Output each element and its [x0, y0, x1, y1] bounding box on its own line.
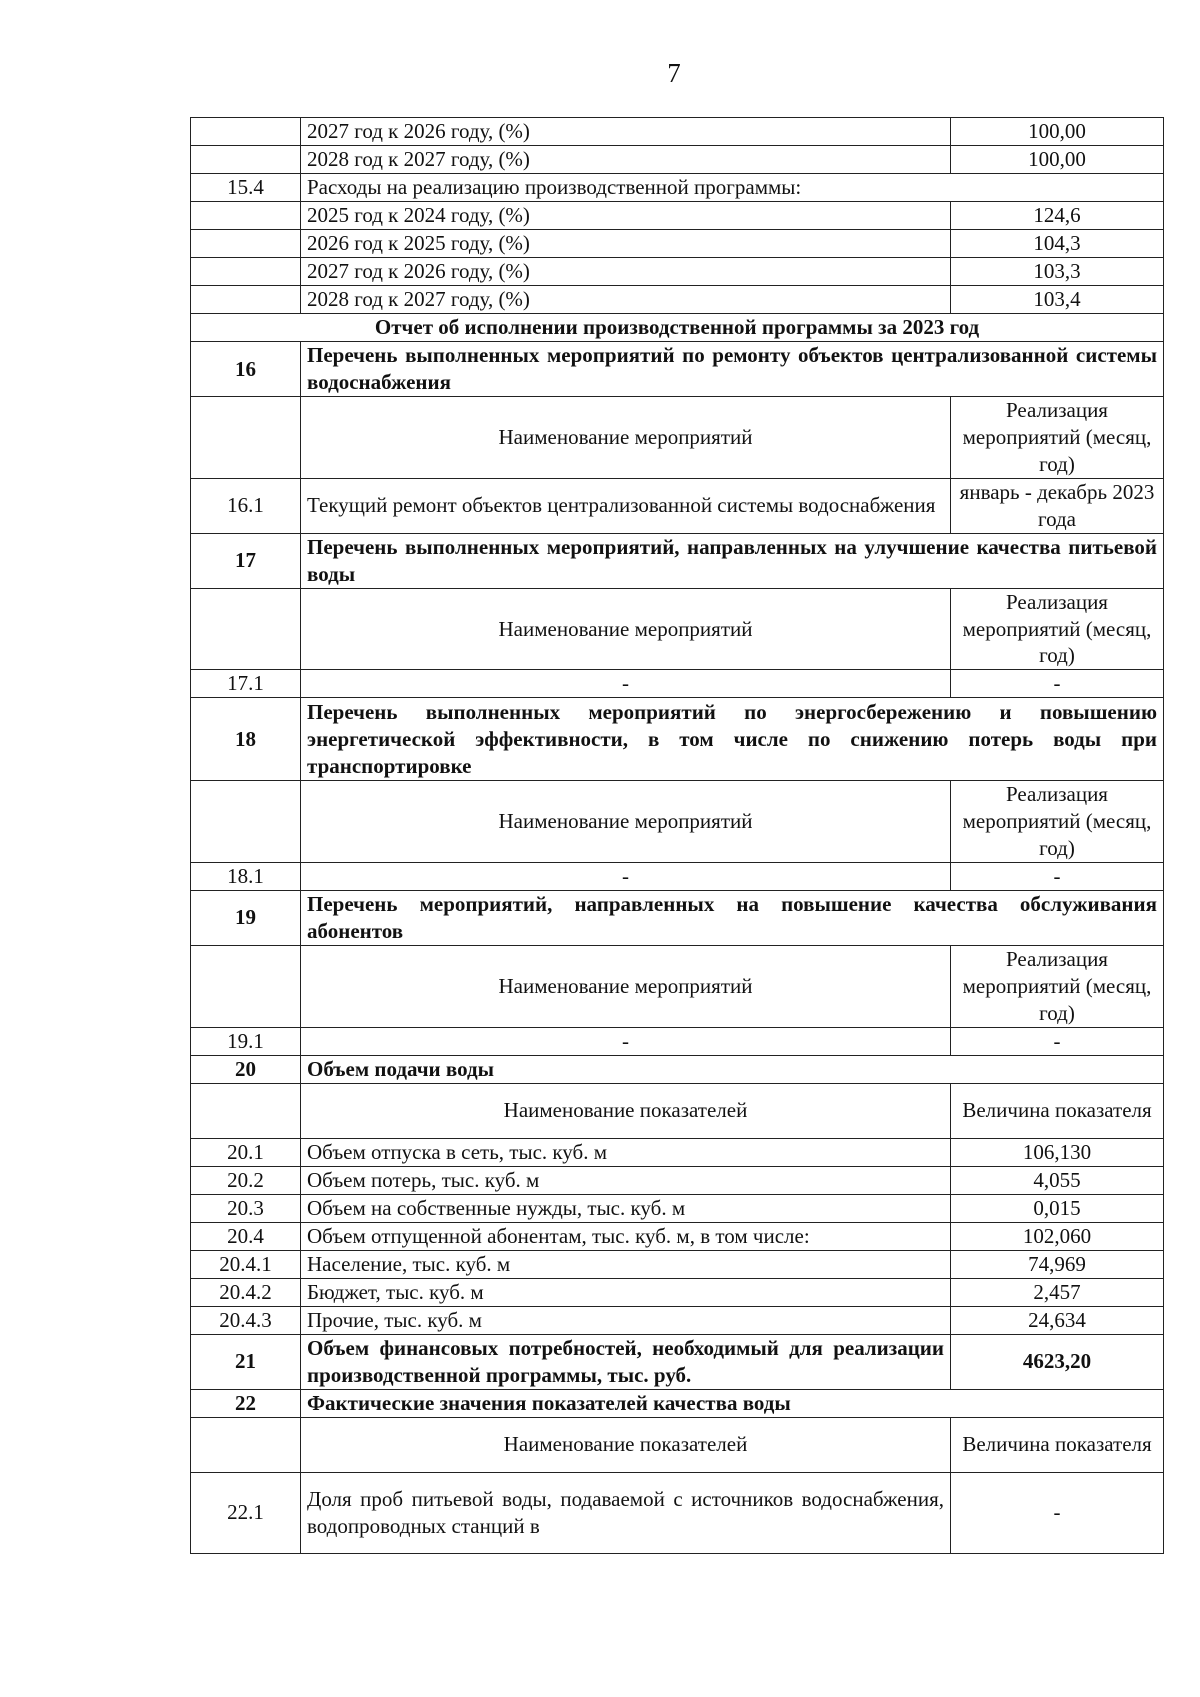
row-number-cell: 18: [191, 698, 301, 781]
row-number-cell: 20.2: [191, 1166, 301, 1194]
table-row: [191, 670, 1164, 698]
row-value-cell: -: [951, 1027, 1164, 1055]
row-number-cell: 17: [191, 533, 301, 588]
table-row: [191, 781, 1164, 863]
row-name-cell: -: [301, 1027, 951, 1055]
table-row: [191, 1250, 1164, 1278]
row-number-cell: [191, 1417, 301, 1472]
column-header-cell: Наименование мероприятий: [301, 945, 951, 1027]
column-header-cell: Реализация мероприятий (месяц, год): [951, 781, 1164, 863]
row-number-cell: 20.3: [191, 1194, 301, 1222]
row-name-cell: Прочие, тыс. куб. м: [301, 1306, 951, 1334]
row-heading-cell: Перечень выполненных мероприятий по ремонту объектов централизованной системы водоснабжения: [301, 342, 1164, 397]
row-value-cell: -: [951, 1472, 1164, 1553]
row-value-cell: 124,6: [951, 202, 1164, 230]
table-row: [191, 1472, 1164, 1553]
row-name-cell: 2025 год к 2024 году, (%): [301, 202, 951, 230]
row-value-cell: 100,00: [951, 146, 1164, 174]
row-number-cell: [191, 588, 301, 670]
table-row: [191, 258, 1164, 286]
table-row: [191, 862, 1164, 890]
row-name-cell: 2027 год к 2026 году, (%): [301, 258, 951, 286]
row-number-cell: 20.4.2: [191, 1278, 301, 1306]
row-heading-cell: Объем подачи воды: [301, 1055, 1164, 1083]
row-value-cell: 74,969: [951, 1250, 1164, 1278]
table-row: [191, 945, 1164, 1027]
column-header-cell: Наименование показателей: [301, 1083, 951, 1138]
row-number-cell: 19: [191, 890, 301, 945]
page-number: 7: [667, 58, 681, 88]
production-program-table: [190, 117, 1164, 1554]
row-number-cell: 20.4: [191, 1222, 301, 1250]
row-number-cell: 20.4.3: [191, 1306, 301, 1334]
row-number-cell: 20.1: [191, 1138, 301, 1166]
row-value-cell: 103,4: [951, 286, 1164, 314]
column-header-cell: Реализация мероприятий (месяц, год): [951, 588, 1164, 670]
row-number-cell: 16: [191, 342, 301, 397]
row-heading-cell: Перечень мероприятий, направленных на повышение качества обслуживания абонентов: [301, 890, 1164, 945]
row-value-cell: 102,060: [951, 1222, 1164, 1250]
column-header-cell: Реализация мероприятий (месяц, год): [951, 397, 1164, 479]
row-number-cell: 22: [191, 1389, 301, 1417]
row-number-cell: 18.1: [191, 862, 301, 890]
row-number-cell: 17.1: [191, 670, 301, 698]
row-name-cell: -: [301, 862, 951, 890]
table-row: [191, 1083, 1164, 1138]
row-number-cell: 16.1: [191, 478, 301, 533]
row-name-cell: Объем отпуска в сеть, тыс. куб. м: [301, 1138, 951, 1166]
row-number-cell: [191, 397, 301, 479]
row-value-cell: -: [951, 670, 1164, 698]
row-number-cell: [191, 945, 301, 1027]
row-number-cell: 15.4: [191, 174, 301, 202]
row-heading-cell: Перечень выполненных мероприятий, направленных на улучшение качества питьевой воды: [301, 533, 1164, 588]
row-name-cell: Объем на собственные нужды, тыс. куб. м: [301, 1194, 951, 1222]
row-value-cell: январь - декабрь 2023 года: [951, 478, 1164, 533]
row-name-cell: 2028 год к 2027 году, (%): [301, 286, 951, 314]
row-value-cell: 100,00: [951, 118, 1164, 146]
table-row: [191, 1194, 1164, 1222]
table-row: [191, 1389, 1164, 1417]
table-row: [191, 1417, 1164, 1472]
table-row: [191, 533, 1164, 588]
row-name-cell: 2028 год к 2027 году, (%): [301, 146, 951, 174]
row-number-cell: 21: [191, 1334, 301, 1389]
section-title-row: [191, 314, 1164, 342]
section-title: Отчет об исполнении производственной программы за 2023 год: [191, 314, 1164, 342]
table-row: [191, 397, 1164, 479]
table-row: [191, 1166, 1164, 1194]
row-value-cell: 104,3: [951, 230, 1164, 258]
row-value-cell: 4,055: [951, 1166, 1164, 1194]
row-name-cell: Население, тыс. куб. м: [301, 1250, 951, 1278]
row-number-cell: 20.4.1: [191, 1250, 301, 1278]
table-row: [191, 1334, 1164, 1389]
row-number-cell: 22.1: [191, 1472, 301, 1553]
row-value-cell: 2,457: [951, 1278, 1164, 1306]
row-number-cell: [191, 258, 301, 286]
row-name-cell: Объем отпущенной абонентам, тыс. куб. м, в том числе:: [301, 1222, 951, 1250]
table-row: [191, 1306, 1164, 1334]
row-name-cell: Текущий ремонт объектов централизованной системы водоснабжения: [301, 478, 951, 533]
row-value-cell: 106,130: [951, 1138, 1164, 1166]
table-row: [191, 202, 1164, 230]
row-name-cell: Бюджет, тыс. куб. м: [301, 1278, 951, 1306]
table-row: [191, 146, 1164, 174]
column-header-cell: Величина показателя: [951, 1083, 1164, 1138]
table-row: [191, 890, 1164, 945]
table-row: [191, 1027, 1164, 1055]
row-number-cell: [191, 286, 301, 314]
table-row: [191, 1138, 1164, 1166]
table-row: [191, 118, 1164, 146]
column-header-cell: Наименование мероприятий: [301, 397, 951, 479]
row-name-cell: Расходы на реализацию производственной программы:: [301, 174, 1164, 202]
row-number-cell: [191, 230, 301, 258]
row-heading-cell: Объем финансовых потребностей, необходимый для реализации производственной программы, тыс. руб.: [301, 1334, 951, 1389]
row-number-cell: [191, 146, 301, 174]
column-header-cell: Реализация мероприятий (месяц, год): [951, 945, 1164, 1027]
row-name-cell: -: [301, 670, 951, 698]
row-name-cell: 2026 год к 2025 году, (%): [301, 230, 951, 258]
table-row: [191, 174, 1164, 202]
row-number-cell: 20: [191, 1055, 301, 1083]
row-value-cell: 4623,20: [951, 1334, 1164, 1389]
row-heading-cell: Перечень выполненных мероприятий по энергосбережению и повышению энергетической эффективности, в том числе по снижению потерь воды при транспортировке: [301, 698, 1164, 781]
table-row: [191, 1055, 1164, 1083]
row-name-cell: Доля проб питьевой воды, подаваемой с источников водоснабжения, водопроводных станций в: [301, 1472, 951, 1553]
table-row: [191, 1278, 1164, 1306]
table-row: [191, 588, 1164, 670]
row-number-cell: [191, 781, 301, 863]
table-row: [191, 286, 1164, 314]
row-value-cell: 103,3: [951, 258, 1164, 286]
row-value-cell: -: [951, 862, 1164, 890]
table-row: [191, 1222, 1164, 1250]
column-header-cell: Наименование мероприятий: [301, 781, 951, 863]
table-row: [191, 342, 1164, 397]
column-header-cell: Величина показателя: [951, 1417, 1164, 1472]
row-number-cell: 19.1: [191, 1027, 301, 1055]
row-name-cell: Объем потерь, тыс. куб. м: [301, 1166, 951, 1194]
row-number-cell: [191, 202, 301, 230]
table-row: [191, 478, 1164, 533]
row-name-cell: 2027 год к 2026 году, (%): [301, 118, 951, 146]
row-number-cell: [191, 1083, 301, 1138]
column-header-cell: Наименование показателей: [301, 1417, 951, 1472]
row-value-cell: 0,015: [951, 1194, 1164, 1222]
table-row: [191, 230, 1164, 258]
table-row: [191, 698, 1164, 781]
row-heading-cell: Фактические значения показателей качества воды: [301, 1389, 1164, 1417]
row-value-cell: 24,634: [951, 1306, 1164, 1334]
row-number-cell: [191, 118, 301, 146]
column-header-cell: Наименование мероприятий: [301, 588, 951, 670]
